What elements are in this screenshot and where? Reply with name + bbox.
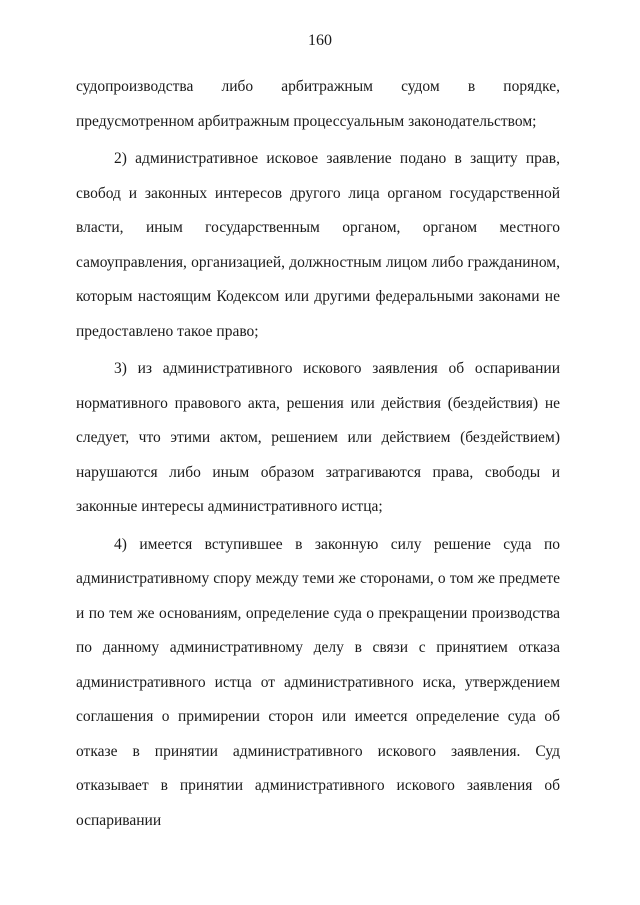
page-number: 160 [308,32,332,49]
paragraph-item-4: 4) имеется вступившее в законную силу решение суда по административному спору между теми же сторонами, о том же предмете и по тем же основаниям, определение суда о прекращении производства по данному административному делу в связи с принятием отказа административного истца от административного иска, утверждением соглашения о примирении сторон или имеется определение суда об отказе в принятии административного искового заявления. Суд отказывает в принятии административного искового заявления об оспаривании [76,535,560,829]
paragraph-continuation: судопроизводства либо арбитражным судом в порядке, предусмотренном арбитражным процессуальным законодательством; [76,78,560,130]
document-body [76,70,560,838]
paragraph-item-2: 2) административное исковое заявление подано в защиту прав, свобод и законных интересов другого лица органом государственной власти, иным государственным органом, органом местного самоуправления, организацией, должностным лицом либо гражданином, которым настоящим Кодексом или другими федеральными законами не предоставлено такое право; [76,150,560,340]
paragraph-item-3: 3) из административного искового заявления об оспаривании нормативного правового акта, решения или действия (бездействия) не следует, что этими актом, решением или действием (бездействием) нарушаются либо иным образом затрагиваются права, свободы и законные интересы административного истца; [76,360,560,515]
